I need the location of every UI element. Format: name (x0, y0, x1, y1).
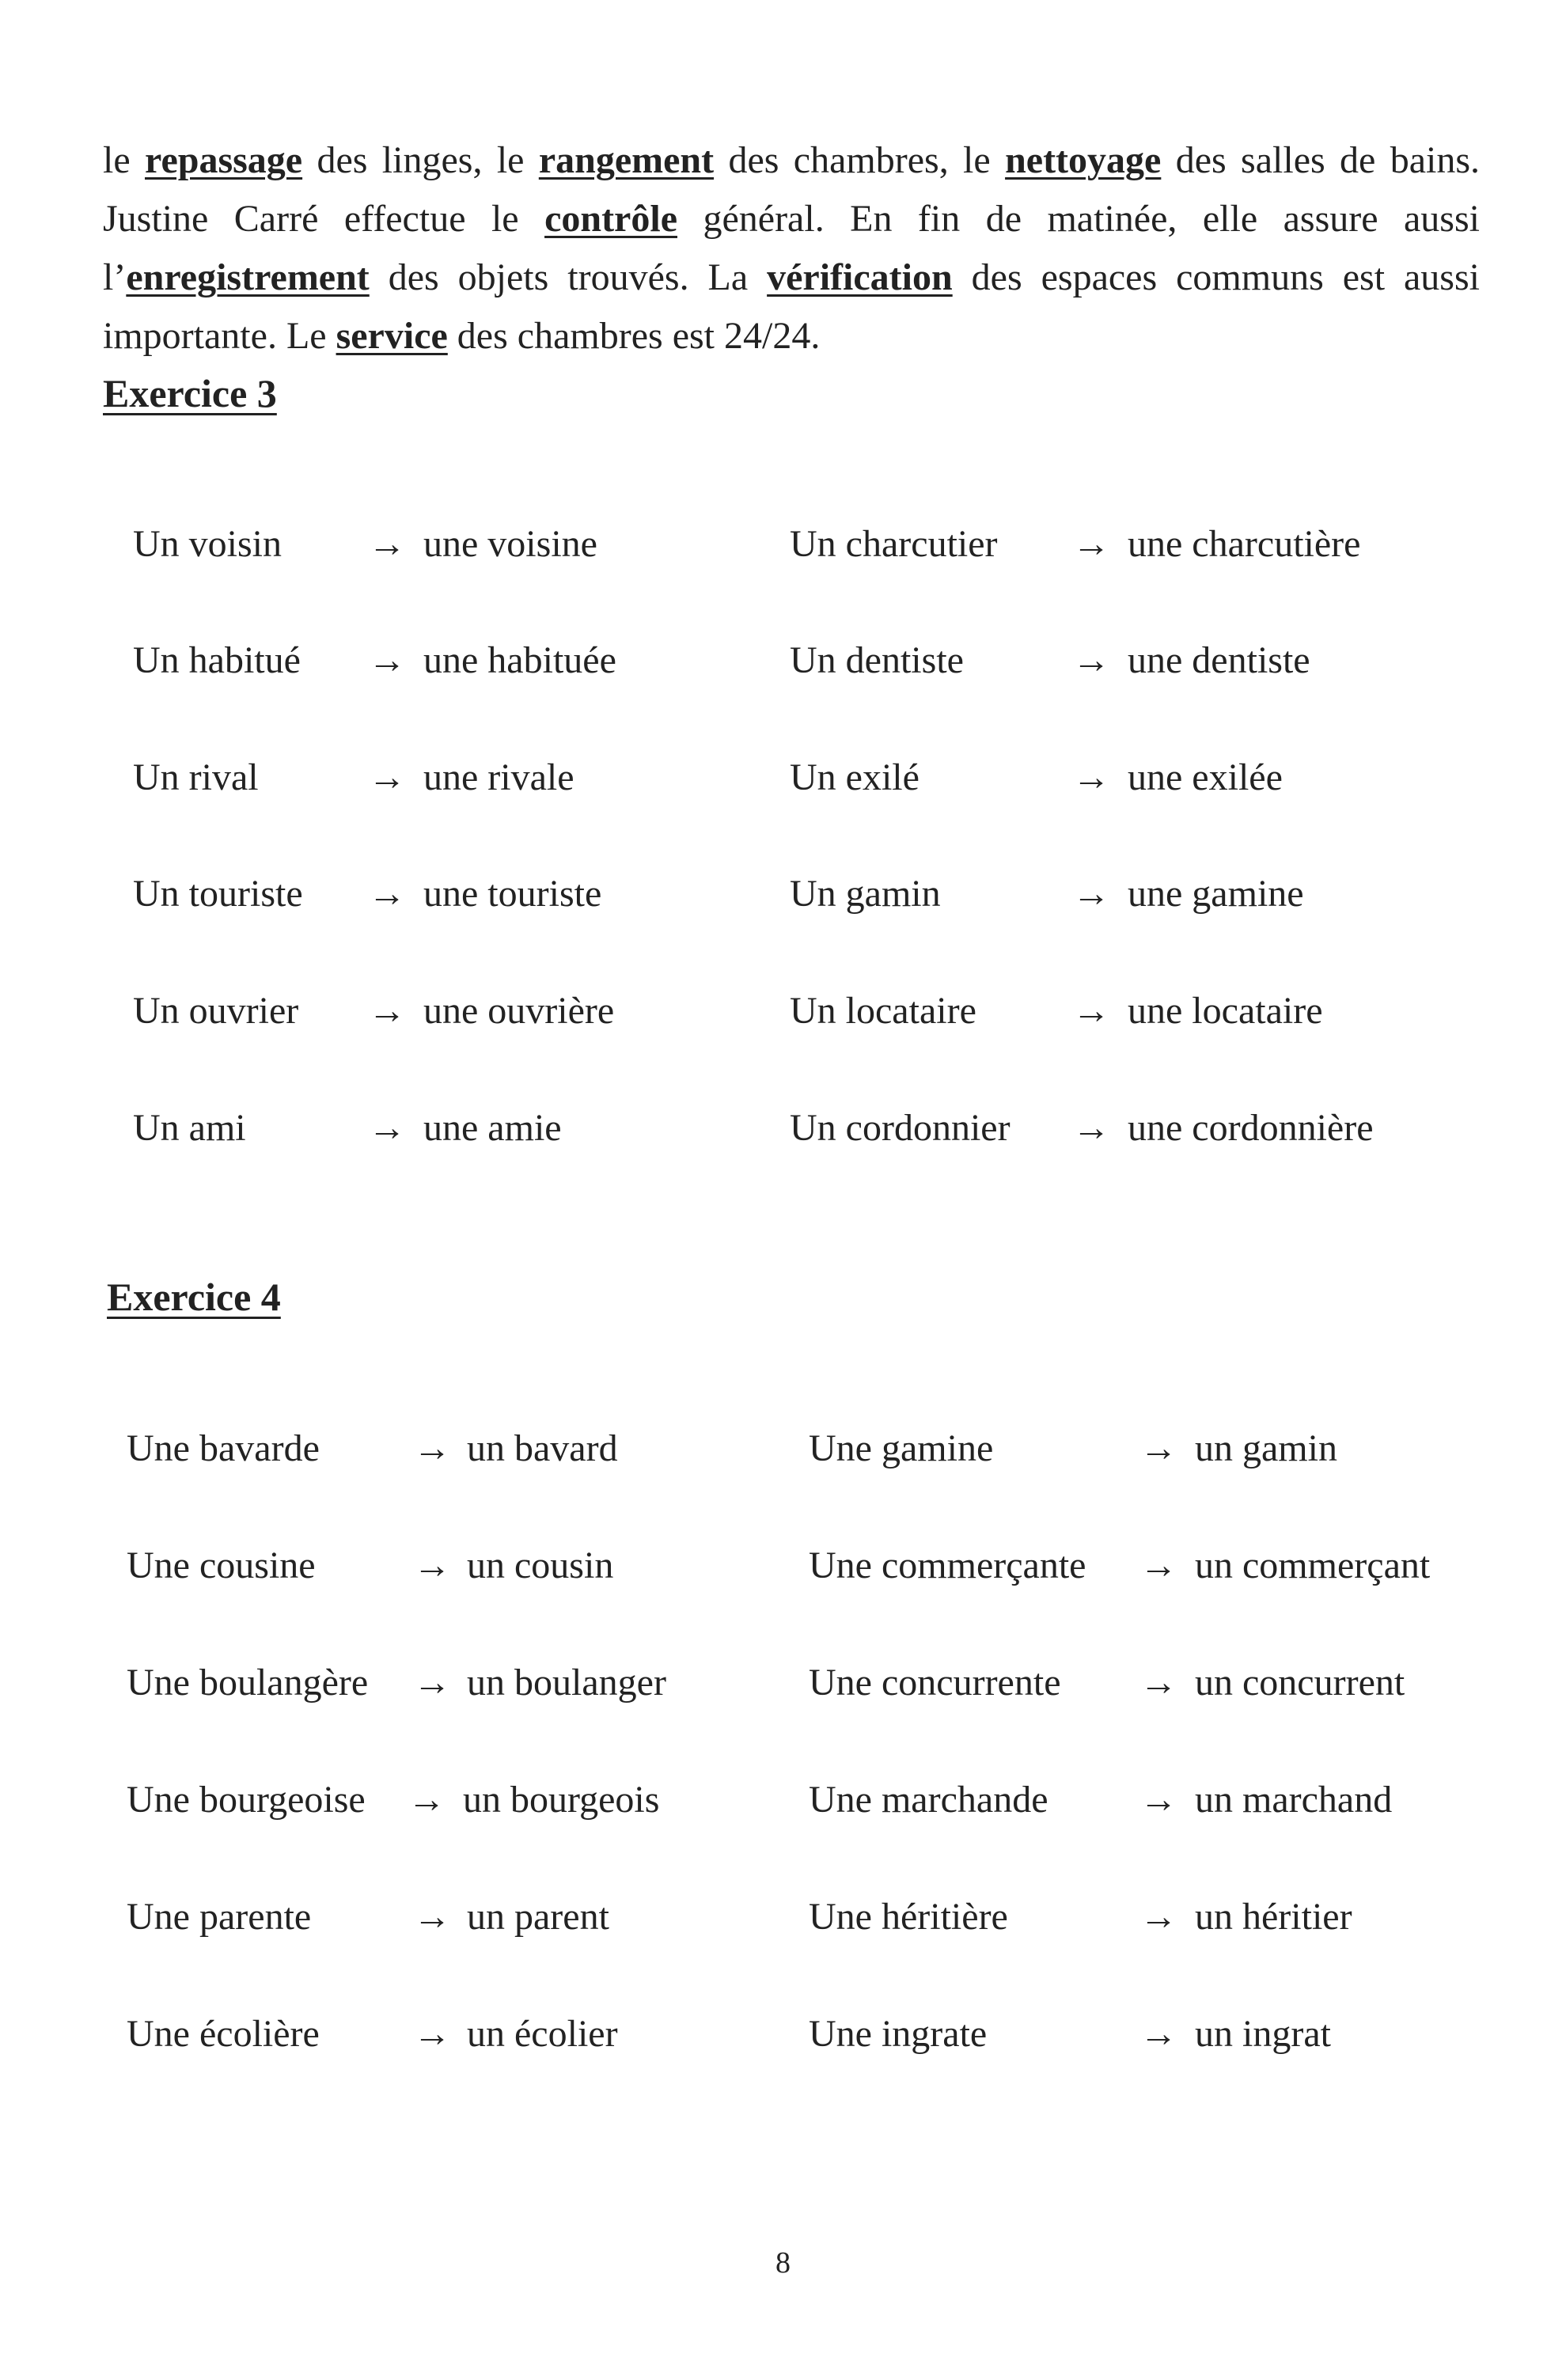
word-feminine: une touriste (423, 873, 602, 915)
word-masculine: un boulanger (467, 1662, 666, 1704)
word-masculine: un gamin (1195, 1427, 1337, 1469)
arrow-icon: → (408, 1779, 446, 1821)
keyword: repassage (145, 139, 303, 181)
arrow-icon: → (1072, 990, 1110, 1032)
keyword: rangement (538, 139, 715, 181)
word-feminine: Une ingrate (809, 2013, 988, 2055)
word-feminine: Une concurrente (809, 1662, 1061, 1704)
arrow-icon: → (368, 990, 406, 1032)
word-feminine: une cordonnière (1128, 1107, 1374, 1149)
word-masculine: Un charcutier (790, 523, 998, 565)
word-masculine: un bavard (467, 1427, 618, 1469)
word-feminine: Une bavarde (127, 1427, 320, 1469)
arrow-icon: → (368, 873, 406, 915)
arrow-icon: → (413, 1896, 451, 1938)
word-feminine: Une cousine (127, 1544, 316, 1586)
word-feminine: une charcutière (1128, 523, 1361, 565)
word-masculine: un bourgeois (463, 1779, 660, 1821)
word-masculine: Un dentiste (790, 639, 964, 681)
word-masculine: Un touriste (133, 873, 303, 915)
word-masculine: Un exilé (790, 756, 920, 798)
word-masculine: Un cordonnier (790, 1107, 1011, 1149)
word-feminine: une voisine (423, 523, 597, 565)
keyword: contrôle (544, 198, 677, 240)
word-feminine: Une boulangère (127, 1662, 369, 1704)
word-feminine: une ouvrière (423, 990, 615, 1032)
word-masculine: un ingrat (1195, 2013, 1331, 2055)
arrow-icon: → (1139, 1544, 1177, 1586)
exercise-4-heading: Exercice 4 (107, 1275, 281, 1319)
arrow-icon: → (413, 1427, 451, 1469)
arrow-icon: → (1072, 756, 1110, 798)
page-number: 8 (775, 2246, 791, 2280)
word-feminine: Une bourgeoise (127, 1779, 366, 1821)
arrow-icon: → (1139, 1427, 1177, 1469)
arrow-icon: → (368, 523, 406, 565)
exercise-3-heading: Exercice 3 (103, 371, 277, 415)
arrow-icon: → (1072, 639, 1110, 681)
arrow-icon: → (413, 2013, 451, 2055)
word-feminine: une gamine (1128, 873, 1304, 915)
answer-paragraph: le repassage des linges, le rangement des chambres, le nettoyage des salles de bains. Justine Carré effectue le contrôle général. En fin de matinée, elle assure aussi l’enregistrement des objets trouvés. La vérification des espaces communs est aussi importante. Le service des chambres est 24/24. (103, 139, 1481, 357)
arrow-icon: → (1139, 1662, 1177, 1704)
word-feminine: une exilée (1128, 756, 1283, 798)
word-masculine: Un habitué (133, 639, 301, 681)
arrow-icon: → (368, 1107, 406, 1149)
arrow-icon: → (413, 1544, 451, 1586)
word-feminine: une habituée (423, 639, 616, 681)
keyword: vérification (767, 256, 953, 298)
word-feminine: Une gamine (809, 1427, 994, 1469)
exercise-3-pairs (0, 522, 1566, 1155)
word-masculine: Un ami (133, 1107, 246, 1149)
word-feminine: Une marchande (809, 1779, 1048, 1821)
arrow-icon: → (1072, 1107, 1110, 1149)
arrow-icon: → (1139, 2013, 1177, 2055)
arrow-icon: → (368, 756, 406, 798)
arrow-icon: → (1139, 1779, 1177, 1821)
word-masculine: un marchand (1195, 1779, 1393, 1821)
keyword: nettoyage (1005, 139, 1162, 181)
word-masculine: Un ouvrier (133, 990, 299, 1032)
word-feminine: une amie (423, 1107, 562, 1149)
keyword: service (336, 315, 448, 357)
word-masculine: un concurrent (1195, 1662, 1405, 1704)
word-feminine: Une commerçante (809, 1544, 1086, 1586)
word-masculine: Un gamin (790, 873, 941, 915)
arrow-icon: → (1139, 1896, 1177, 1938)
word-feminine: Une parente (127, 1896, 312, 1938)
word-masculine: Un voisin (133, 523, 282, 565)
word-feminine: Une héritière (809, 1896, 1008, 1938)
word-masculine: un cousin (467, 1544, 614, 1586)
arrow-icon: → (1072, 523, 1110, 565)
word-masculine: un héritier (1195, 1896, 1352, 1938)
arrow-icon: → (1072, 873, 1110, 915)
word-masculine: Un rival (133, 756, 259, 798)
arrow-icon: → (368, 639, 406, 681)
word-masculine: un écolier (467, 2013, 618, 2055)
word-feminine: une dentiste (1128, 639, 1310, 681)
word-feminine: une rivale (423, 756, 574, 798)
word-masculine: un parent (467, 1896, 609, 1938)
exercise-4-pairs (0, 1427, 1566, 2060)
word-masculine: un commerçant (1195, 1544, 1431, 1586)
word-feminine: une locataire (1128, 990, 1323, 1032)
keyword: enregistrement (126, 256, 370, 298)
word-feminine: Une écolière (127, 2013, 320, 2055)
arrow-icon: → (413, 1662, 451, 1704)
word-masculine: Un locataire (790, 990, 976, 1032)
